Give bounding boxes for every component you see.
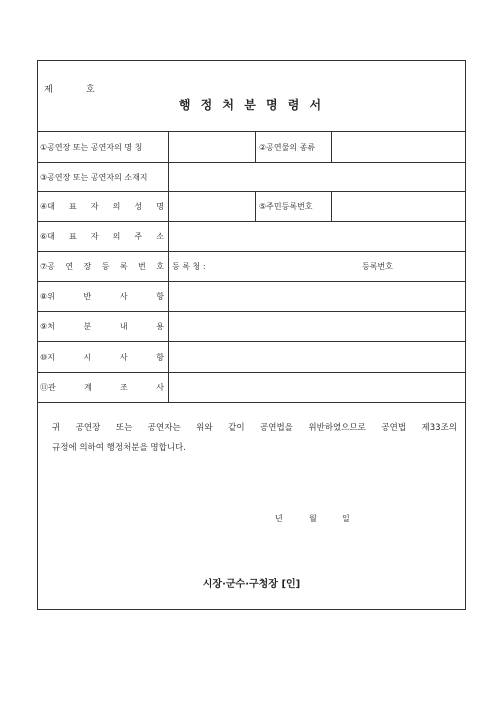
row-related-investigation	[38, 373, 465, 403]
document-frame	[37, 60, 466, 610]
field-representative-name[interactable]	[169, 192, 256, 221]
row-address	[38, 163, 465, 192]
statement-line: 귀 공연장 또는 공연자는 위와 같이 공연법을 위반하였으므로 공연법 제33조의	[52, 423, 457, 433]
row-violation	[38, 282, 465, 312]
field-name[interactable]	[169, 132, 256, 162]
registration-number-label: 등록번호	[362, 262, 393, 271]
number-suffix: 호	[86, 85, 95, 95]
date-month: 월	[309, 514, 317, 523]
date-year: 년	[275, 514, 283, 523]
statement-line: 규정에 의하여 행정처분을 명합니다.	[52, 443, 186, 453]
label-resident-number: ⑤주민등록번호	[256, 192, 332, 221]
statement-section	[38, 403, 465, 611]
row-representative-address	[38, 222, 465, 252]
number-prefix: 제	[44, 85, 53, 95]
document-header	[38, 61, 465, 132]
label-violation: ⑧위 반 사 항	[38, 282, 169, 311]
issuer-signature: 시장·군수·구청장 [인]	[202, 579, 301, 590]
label-representative-address: ⑥대 표 자 의 주 소	[38, 222, 169, 251]
label-instruction: ⑩지 시 사 항	[38, 342, 169, 372]
statement-text	[52, 418, 457, 458]
row-name	[38, 132, 465, 163]
row-disposition	[38, 312, 465, 342]
label-address: ③공연장 또는 공연자의 소재지	[38, 163, 169, 191]
label-registration-number: ⑦공 연 장 등 록 번 호	[38, 252, 169, 281]
row-instruction	[38, 342, 465, 373]
document-title: 행 정 처 분 명 령 서	[178, 98, 325, 112]
label-disposition: ⑨처 분 내 용	[38, 312, 169, 341]
label-name: ①공연장 또는 공연자의 명 칭	[38, 132, 169, 162]
row-registration-number	[38, 252, 465, 282]
label-related-investigation: ⑪관 계 조 사	[38, 373, 169, 402]
label-performance-type: ②공연물의 종류	[256, 132, 332, 162]
registration-office-label: 등 록 청 :	[172, 262, 206, 271]
row-representative-name	[38, 192, 465, 222]
date-day: 일	[342, 514, 350, 523]
label-representative-name: ④대 표 자 의 성 명	[38, 192, 169, 221]
field-registration	[169, 252, 467, 281]
